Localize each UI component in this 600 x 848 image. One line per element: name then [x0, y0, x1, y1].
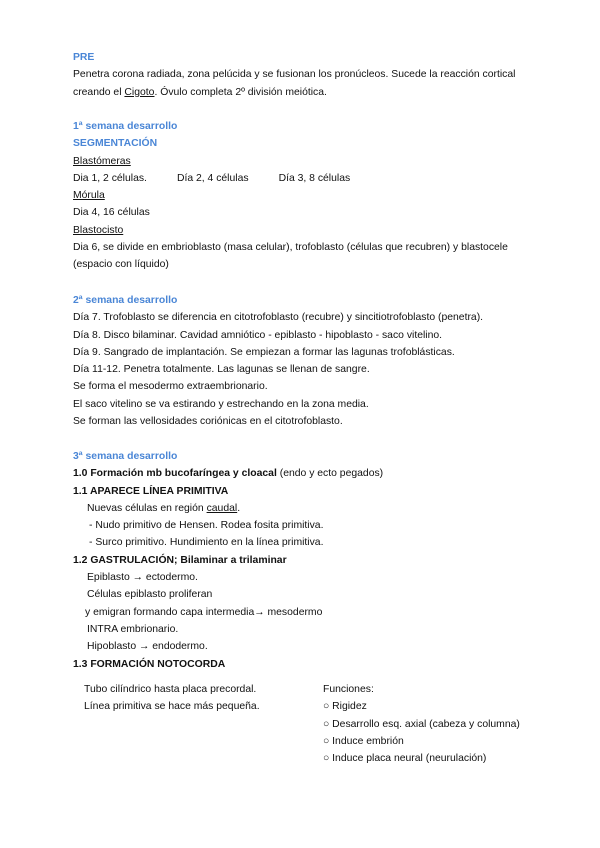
pre-line2-post: . Óvulo completa 2º división meiótica. [154, 86, 327, 98]
funcion-item: ○ Induce embrión [323, 735, 404, 747]
day2-text: Día 2, 4 células [176, 172, 249, 184]
week2-line: El saco vitelino se va estirando y estrechando en la zona media. [73, 398, 369, 410]
section-1-0-note: (endo y ecto pegados) [276, 468, 384, 480]
section-week2 [73, 292, 543, 430]
s12-line: Células epiblasto proliferan [87, 589, 213, 601]
section-1-2-title: 1.2 GASTRULACIÓN; Bilaminar a trilaminar [73, 554, 287, 566]
funcion-item: ○ Rigidez [323, 701, 367, 713]
s12-line: y emigran formando capa intermedia→ mesodermo [85, 606, 323, 618]
heading-pre: PRE [73, 52, 95, 63]
s12-line: INTRA embrionario. [87, 623, 179, 635]
label-blastocisto: Blastocisto [73, 224, 124, 236]
notocorda-left-line: Línea primitiva se hace más pequeña. [84, 701, 260, 713]
label-blastomeras: Blastómeras [73, 155, 131, 167]
section-week3 [73, 448, 543, 673]
caudal-term: caudal [206, 502, 238, 514]
week2-line: Día 11-12. Penetra totalmente. Las lagunas se llenan de sangre. [73, 364, 370, 376]
s12-line: Epiblasto → ectodermo. [87, 572, 198, 584]
funciones-column [323, 681, 533, 767]
heading-week1: 1ª semana desarrollo [73, 121, 178, 132]
s11-line2: - Nudo primitivo de Hensen. Rodea fosita primitiva. [89, 520, 324, 532]
s11-line3: - Surco primitivo. Hundimiento en la línea primitiva. [89, 537, 324, 549]
day3-text: Día 3, 8 células [278, 172, 351, 184]
cigoto-term: Cigoto [124, 86, 155, 98]
section-pre [73, 49, 543, 101]
morula-text: Dia 4, 16 células [73, 207, 150, 219]
blastocisto-line1: Dia 6, se divide en embrioblasto (masa celular), trofoblasto (células que recubren) y blastocele [73, 242, 508, 254]
label-morula: Mórula [73, 190, 105, 202]
pre-text-line1: Penetra corona radiada, zona pelúcida y se fusionan los pronúcleos. Sucede la reacción cortical [73, 69, 516, 81]
week2-line: Se forma el mesodermo extraembrionario. [73, 381, 268, 393]
blastomeras-days [73, 170, 543, 187]
funciones-title: Funciones: [323, 684, 374, 695]
funcion-item: ○ Induce placa neural (neurulación) [323, 753, 487, 765]
s11-line1-pre: Nuevas células en región [87, 502, 207, 514]
week2-line: Día 8. Disco bilaminar. Cavidad amniótico - epiblasto - hipoblasto - saco vitelino. [73, 329, 443, 341]
section-1-3-title: 1.3 FORMACIÓN NOTOCORDA [73, 658, 226, 670]
s12-line: Hipoblasto → endodermo. [87, 641, 208, 653]
section-1-1-title: 1.1 APARECE LÍNEA PRIMITIVA [73, 485, 229, 497]
notocorda-left-line: Tubo cilíndrico hasta placa precordal. [84, 684, 257, 695]
day1-text: Dia 1, 2 células. [73, 172, 147, 184]
heading-week2: 2ª semana desarrollo [73, 295, 178, 306]
section-1-0-title: 1.0 Formación mb bucofaríngea y cloacal [73, 468, 277, 480]
heading-week3: 3ª semana desarrollo [73, 451, 178, 462]
section-week1 [73, 118, 543, 274]
pre-line2-pre: creando el [73, 86, 125, 98]
subheading-segmentacion: SEGMENTACIÓN [73, 138, 158, 150]
s11-line1-post: . [237, 502, 241, 514]
week2-line: Día 7. Trofoblasto se diferencia en citotrofoblasto (recubre) y sincitiotrofoblasto (penetra). [73, 312, 484, 324]
week2-line: Día 9. Sangrado de implantación. Se empiezan a formar las lagunas trofoblásticas. [73, 346, 455, 358]
week2-line: Se forman las vellosidades coriónicas en el citotrofoblasto. [73, 416, 343, 428]
blastocisto-line2: (espacio con líquido) [73, 259, 169, 271]
section-1-0 [73, 465, 543, 482]
s11-line1 [73, 500, 543, 517]
notocorda-left-column [84, 681, 304, 716]
funcion-item: ○ Desarrollo esq. axial (cabeza y columna) [323, 718, 520, 730]
pre-text-line2 [73, 84, 543, 101]
